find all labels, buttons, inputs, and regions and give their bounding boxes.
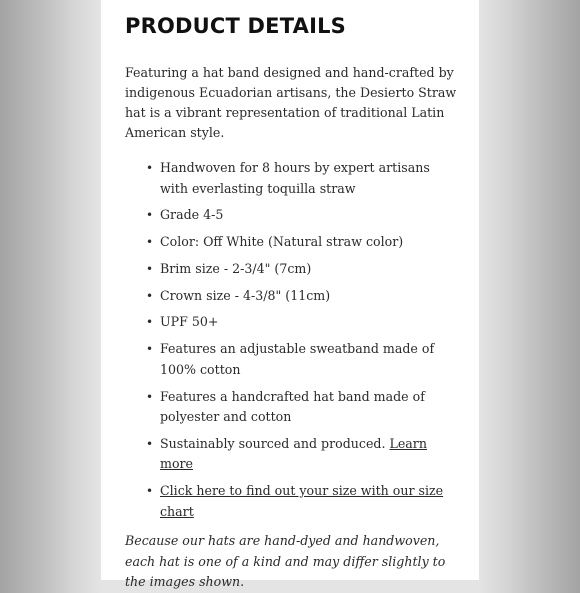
detail-text: Crown size - 4-3/8" (11cm) [160,287,331,303]
detail-item [125,158,457,199]
size-chart-link[interactable]: Click here to find out your size with our size chart [160,483,444,519]
detail-item [125,339,457,380]
bullet-icon: • [146,436,154,451]
bullet-icon: • [146,342,154,357]
learn-more-link[interactable]: Learn more [160,435,427,472]
detail-text: Handwoven for 8 hours by expert artisans with everlasting toquilla straw [160,160,430,196]
detail-item [125,259,457,280]
handmade-note: Because our hats are hand-dyed and handwoven, each hat is one of a kind and may differ slightly to the images shown. [125,533,446,590]
detail-item[interactable] [125,434,457,475]
detail-text: Features an adjustable sweatband made of 100% cotton [160,341,435,377]
detail-item [125,286,457,307]
bullet-icon: • [146,208,154,223]
detail-item [125,205,457,226]
product-details-panel [101,0,479,590]
detail-item [125,312,457,333]
detail-text: Features a handcrafted hat band made of polyester and cotton [160,388,425,425]
detail-text: Grade 4-5 [160,207,224,223]
detail-item[interactable] [125,481,457,522]
product-description: Featuring a hat band designed and hand-crafted by indigenous Ecuadorian artisans, the Desierto Straw hat is a vibrant representation of traditional Latin American style. [125,65,457,140]
bullet-icon: • [146,389,154,404]
page-title: PRODUCT DETAILS [125,14,346,38]
bullet-icon: • [146,235,154,250]
bullet-icon: • [146,484,154,499]
bullet-icon: • [146,161,154,175]
detail-item [125,232,457,253]
product-details-list [125,158,457,522]
bullet-icon: • [146,315,154,330]
detail-text: UPF 50+ [160,314,219,330]
bullet-icon: • [146,261,154,276]
detail-text: Sustainably sourced and produced. [160,435,390,451]
detail-item [125,387,457,428]
detail-text: Brim size - 2-3/4" (7cm) [160,260,312,276]
bullet-icon: • [146,288,154,303]
detail-text: Color: Off White (Natural straw color) [160,234,404,250]
